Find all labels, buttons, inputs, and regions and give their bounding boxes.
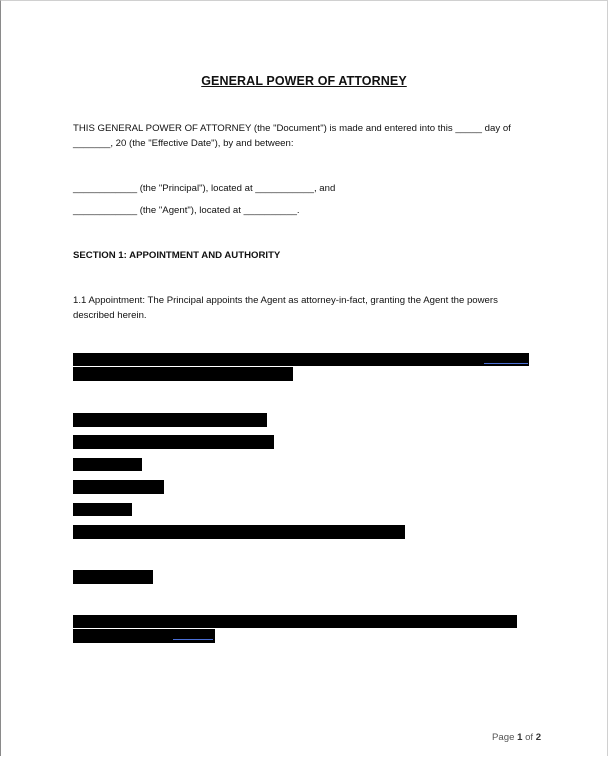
- redaction-bar: [73, 525, 405, 539]
- of-label: of: [525, 732, 534, 743]
- redacted-link-underline[interactable]: [484, 363, 528, 364]
- page-number: [492, 732, 541, 743]
- redaction-bar: [73, 353, 529, 366]
- redaction-bar: [73, 413, 267, 427]
- agent-line: ____________ (the "Agent"), located at __________.: [73, 205, 300, 216]
- appointment-line-1: 1.1 Appointment: The Principal appoints the Agent as attorney-in-fact, granting the Agent the powers: [73, 295, 498, 306]
- principal-line: ____________ (the "Principal"), located at ___________, and: [73, 183, 336, 194]
- document-title: GENERAL POWER OF ATTORNEY: [201, 74, 407, 88]
- redaction-bar: [73, 435, 274, 449]
- redacted-link-underline[interactable]: [173, 639, 213, 640]
- intro-line-1: THIS GENERAL POWER OF ATTORNEY (the "Document") is made and entered into this _____ day of: [73, 123, 511, 134]
- redaction-bar: [73, 503, 132, 516]
- total-pages: 2: [535, 732, 542, 743]
- redaction-bar: [73, 480, 164, 494]
- section-1-heading: SECTION 1: APPOINTMENT AND AUTHORITY: [73, 250, 281, 261]
- current-page: 1: [517, 732, 523, 743]
- redaction-bar: [73, 458, 142, 471]
- intro-line-2: _______, 20 (the "Effective Date"), by and between:: [73, 138, 294, 149]
- redaction-bar: [73, 615, 517, 628]
- appointment-line-2: described herein.: [73, 310, 147, 321]
- redaction-bar: [73, 570, 153, 584]
- page-label: Page: [492, 732, 515, 743]
- redaction-bar: [73, 367, 293, 381]
- redaction-bar: [73, 629, 215, 643]
